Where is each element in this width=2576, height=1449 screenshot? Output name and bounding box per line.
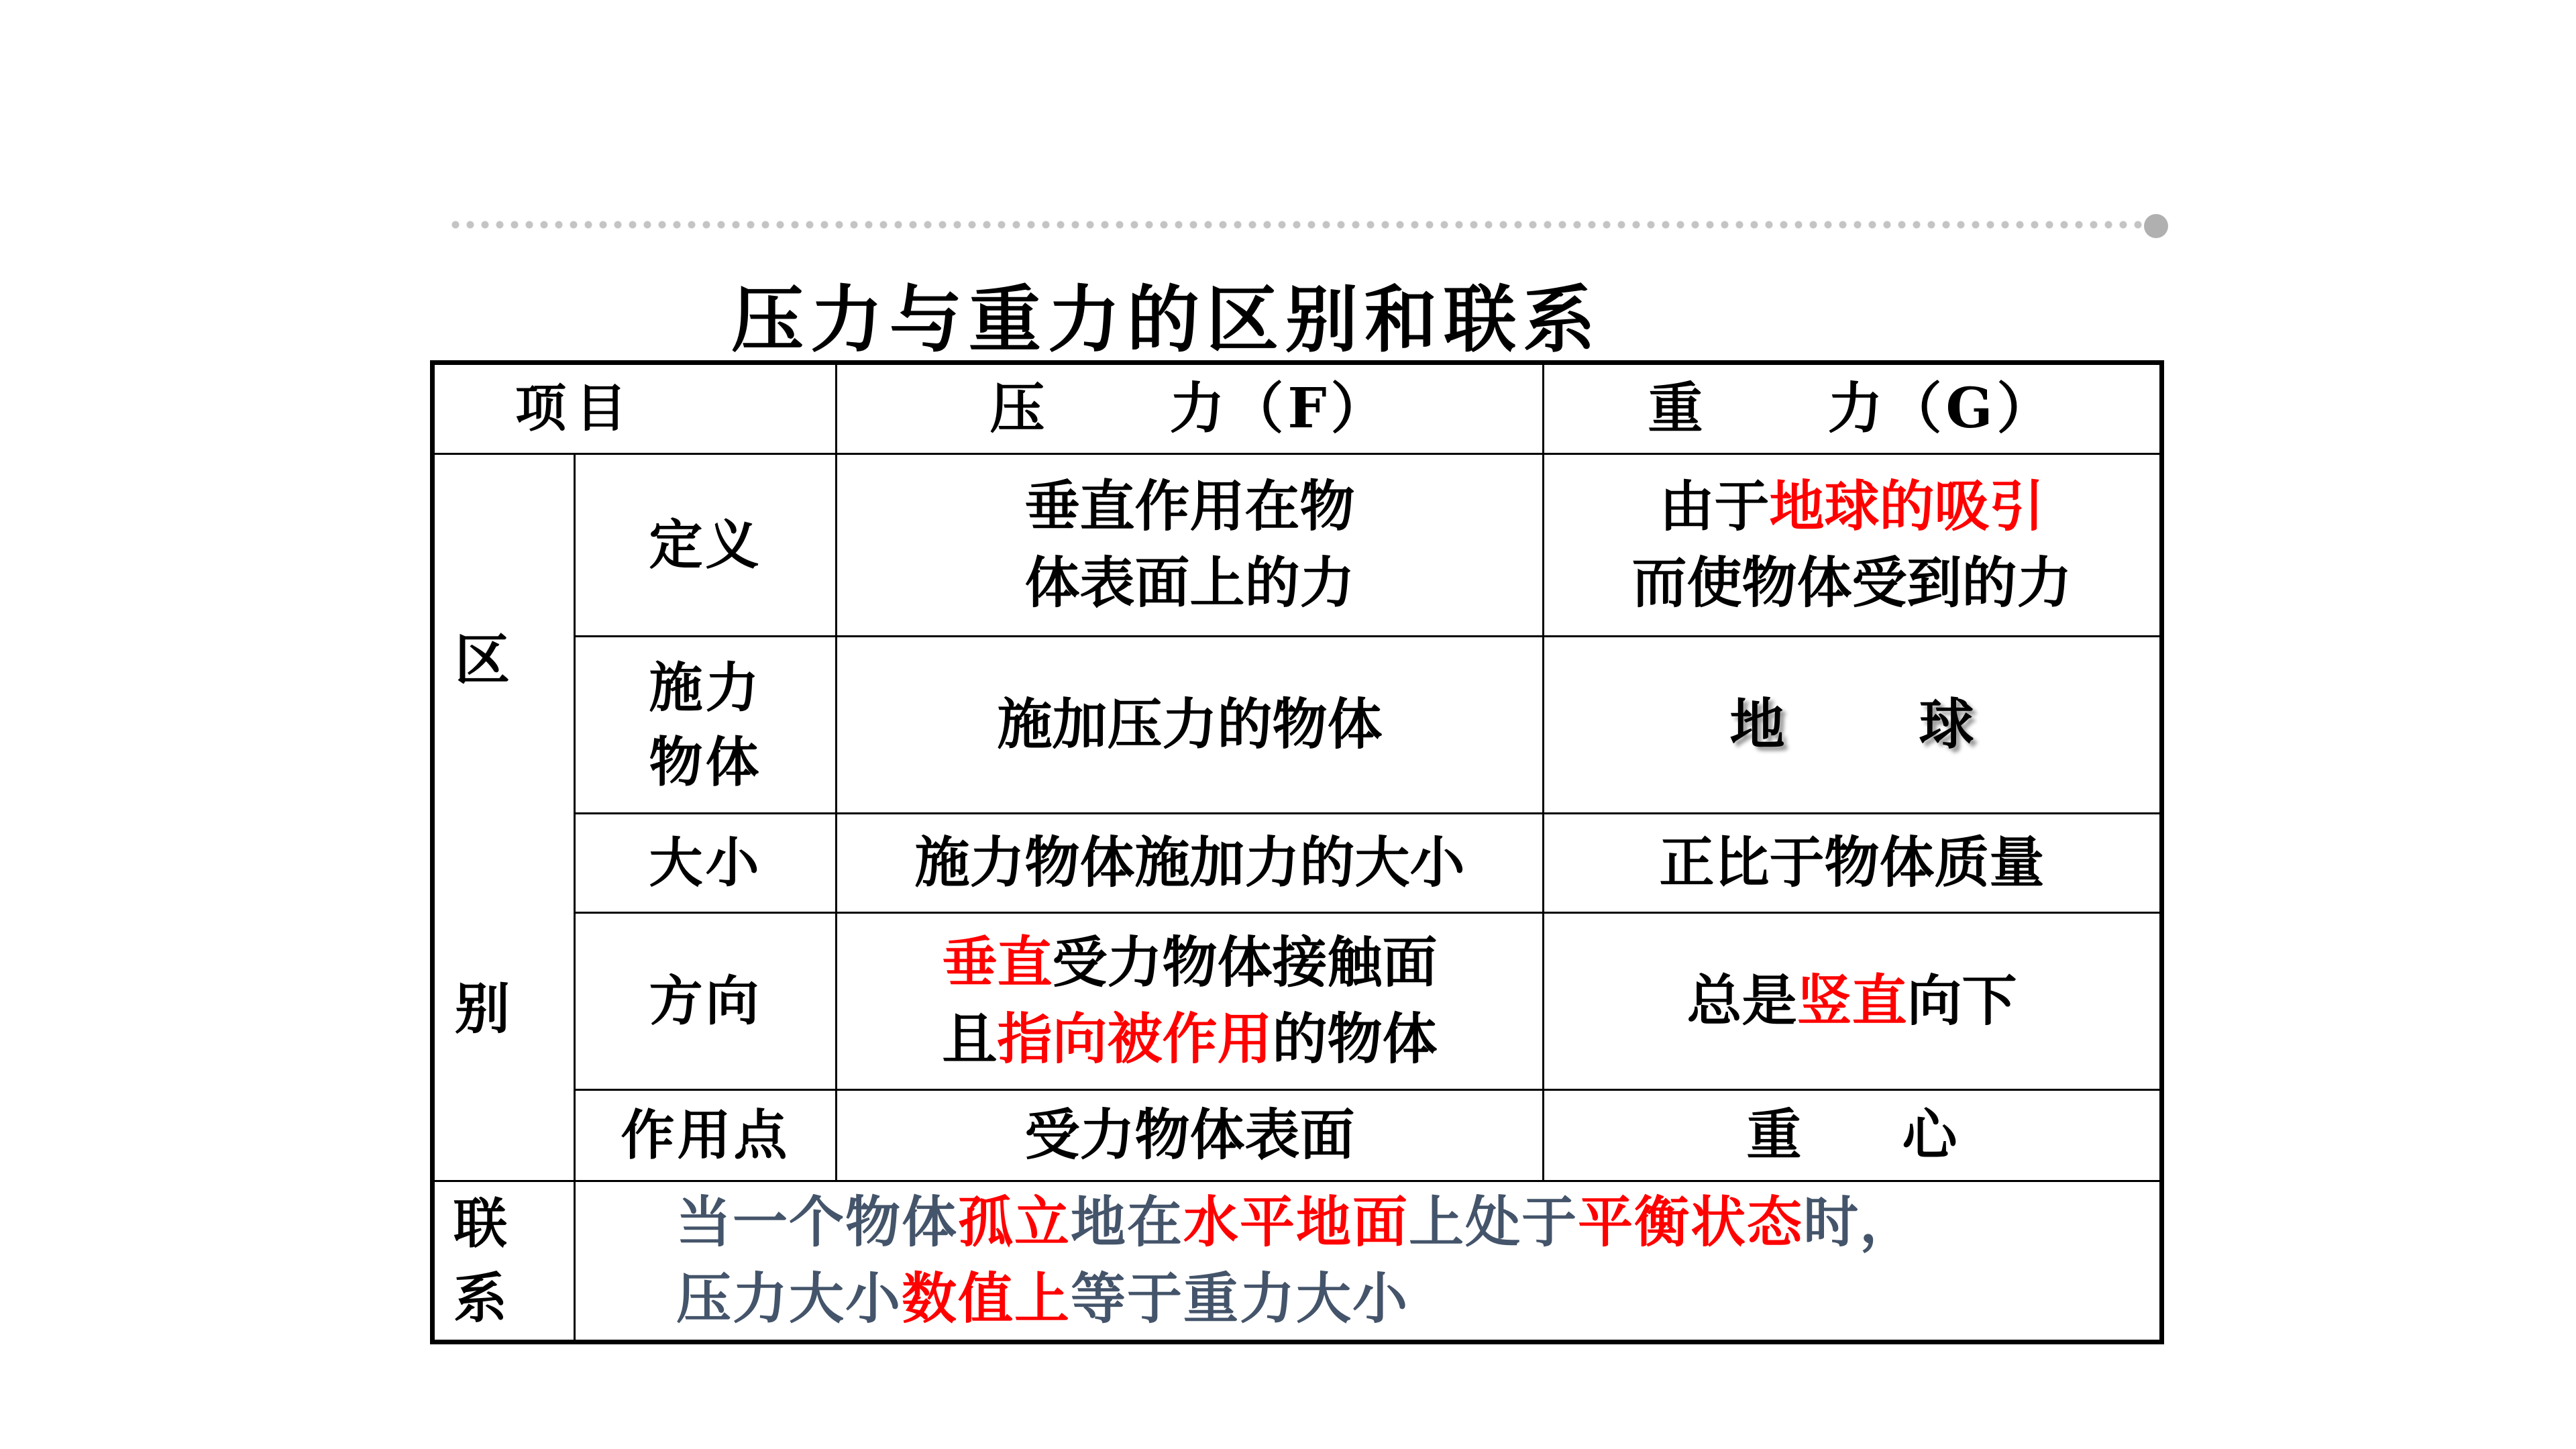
divider-end-dot [2144,214,2168,238]
header-pressure: 压 力（F） [837,363,1544,454]
source-gravity: 地 球 [1544,637,2162,814]
definition-gravity: 由于地球的吸引 而使物体受到的力 [1544,454,2162,637]
direction-gravity: 总是竖直向下 [1544,913,2162,1090]
relation-text: 当一个物体孤立地在水平地面上处于平衡状态时， 压力大小数值上等于重力大小 [575,1181,2162,1342]
magnitude-gravity: 正比于物体质量 [1544,814,2162,913]
comparison-table [430,360,2164,1344]
table-row-relation [433,1181,2162,1342]
dotted-divider [448,221,2155,229]
source-pressure: 施加压力的物体 [837,637,1544,814]
direction-pressure: 垂直受力物体接触面 且指向被作用的物体 [837,913,1544,1090]
relation-label: 联 系 [433,1181,575,1342]
page-title: 压力与重力的区别和联系 [731,278,1603,362]
header-gravity: 重 力（G） [1544,363,2162,454]
point-pressure: 受力物体表面 [837,1090,1544,1181]
table-row-magnitude [433,814,2162,913]
source-label: 施力 物体 [575,637,837,814]
definition-pressure: 垂直作用在物 体表面上的力 [837,454,1544,637]
table-row-definition [433,454,2162,637]
table-row-point [433,1090,2162,1181]
table-header-row [433,363,2162,454]
table-row-source [433,637,2162,814]
point-label: 作用点 [575,1090,837,1181]
magnitude-pressure: 施力物体施加力的大小 [837,814,1544,913]
header-item: 项目 [433,363,837,454]
direction-label: 方向 [575,913,837,1090]
table-row-direction [433,913,2162,1090]
definition-label: 定义 [575,454,837,637]
point-gravity: 重 心 [1544,1090,2162,1181]
magnitude-label: 大小 [575,814,837,913]
difference-label: 区 别 [433,454,575,1181]
